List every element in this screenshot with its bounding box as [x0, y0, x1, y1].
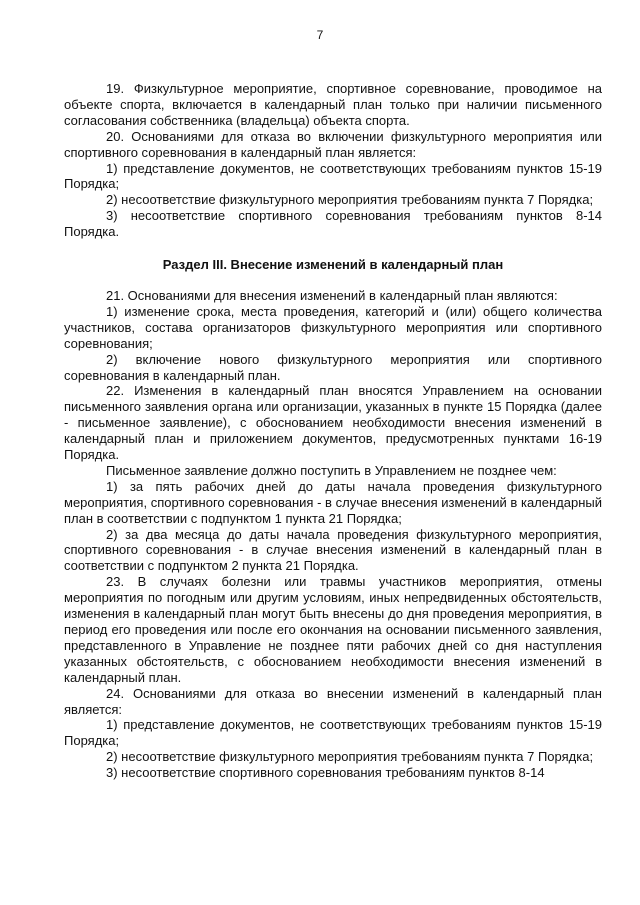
paragraph-21: 21. Основаниями для внесения изменений в календарный план являются: — [106, 287, 558, 303]
paragraph-24: 24. Основаниями для отказа во внесении изменений в календарный план является: — [64, 685, 602, 717]
paragraph-24-item-2: 2) несоответствие физкультурного мероприятия требованиям пункта 7 Порядка; — [106, 749, 594, 765]
paragraph-24-item-1: 1) представление документов, не соответствующих требованиям пунктов 15-19 Порядка; — [64, 717, 602, 749]
paragraph-24-item-3: 3) несоответствие спортивного соревнования требованиям пунктов 8-14 — [106, 765, 545, 781]
paragraph-20-item-2: 2) несоответствие физкультурного мероприятия требованиям пункта 7 Порядка; — [106, 192, 594, 208]
paragraph-20-item-3: 3) несоответствие спортивного соревнования требованиям пунктов 8-14 Порядка. — [64, 208, 602, 240]
paragraph-22-deadline: Письменное заявление должно поступить в Управлением не позднее чем: — [106, 462, 557, 478]
paragraph-21-item-1: 1) изменение срока, места проведения, категорий и (или) общего количества участников, состава организаторов физкультурного мероприятия или спортивного соревнования; — [64, 303, 602, 351]
paragraph-22: 22. Изменения в календарный план вносятся Управлением на основании письменного заявления органа или организации, указанных в пункте 15 Порядка (далее - письменное заявление), с обоснованием необходимости внесения изменений в календарный план и приложением документов, предусмотренных пунктами 16-19 Порядка. — [64, 383, 602, 463]
paragraph-23: 23. В случаях болезни или травмы участников мероприятия, отмены мероприятия по погодным или другим условиям, иных непредвиденных обстоятельств, изменения в календарный план могут быть внесены до дня проведения мероприятия, в период его проведения или после его окончания на основании письменного заявления, представленного в Управление не позднее пяти рабочих дней со дня наступления указанных обстоятельств, с обоснованием необходимости внесения изменений в календарный план. — [64, 574, 602, 685]
page-number: 7 — [316, 28, 324, 42]
paragraph-21-item-2: 2) включение нового физкультурного мероприятия или спортивного соревнования в календарный план. — [64, 351, 602, 383]
section-heading: Раздел III. Внесение изменений в календарный план — [162, 257, 504, 273]
paragraph-19: 19. Физкультурное мероприятие, спортивное соревнование, проводимое на объекте спорта, включается в календарный план только при наличии письменного согласования собственника (владельца) объекта спорта. — [64, 81, 602, 128]
paragraph-22-item-1: 1) за пять рабочих дней до даты начала проведения физкультурного мероприятия, спортивного соревнования - в случае внесения изменений в календарный план в соответствии с подпунктом 1 пункта 21 Порядка; — [64, 478, 602, 526]
paragraph-20: 20. Основаниями для отказа во включении физкультурного мероприятия или спортивного соревнования в календарный план является: — [64, 128, 602, 160]
document-body — [64, 81, 602, 781]
paragraph-22-item-2: 2) за два месяца до даты начала проведения физкультурного мероприятия, спортивного соревнования - в случае внесения изменений в календарный план в соответствии с подпунктом 2 пункта 21 Порядка. — [64, 526, 602, 574]
paragraph-20-item-1: 1) представление документов, не соответствующих требованиям пунктов 15-19 Порядка; — [64, 160, 602, 192]
